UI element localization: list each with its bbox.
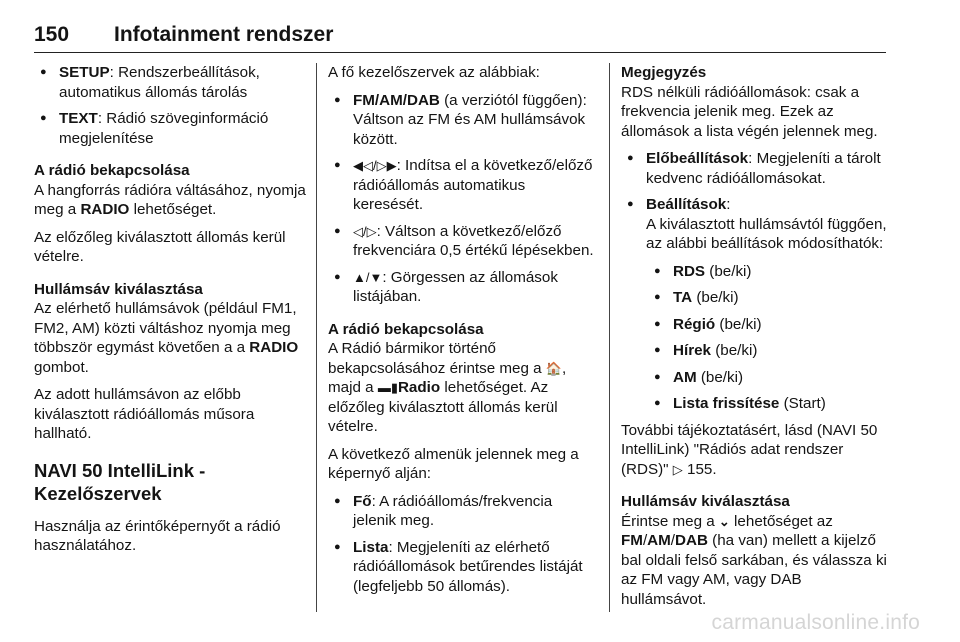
column-3 <box>621 63 889 617</box>
sub-list-item: ● TA (be/ki) <box>648 288 889 308</box>
seek-arrows-icon: ◀◁/▷▶ <box>353 158 397 173</box>
list-item-step: ● ◁/▷: Váltson a következő/előző frekvenciára 0,5 értékű lépésekben. <box>328 222 598 261</box>
list-item-band: ● FM/AM/DAB (a verziótól függően): Váltson az FM és AM hullámsávok között. <box>328 91 598 150</box>
subheading-radio-on: A rádió bekapcsolása <box>34 162 190 179</box>
list-item-presets: ● Előbeállítások: Megjeleníti a tárolt kedvenc rádióállomásokat. <box>621 149 889 188</box>
term: SETUP <box>59 64 110 81</box>
note-text: RDS nélküli rádióállomások: csak a frekvencia jelenik meg. Ezek az állomások a lista végén jelennek meg. <box>621 83 878 140</box>
term: TEXT <box>59 110 98 127</box>
paragraph: A kiválasztott hullámsávtól függően, az alábbi beállítások módosíthatók: <box>646 215 887 252</box>
sub-list-item: ● AM (be/ki) <box>648 368 889 388</box>
paragraph: A fő kezelőszervek az alábbiak: <box>328 64 540 81</box>
home-icon: 🏠 <box>545 360 563 376</box>
step-arrows-icon: ◁/▷ <box>353 223 377 239</box>
definition: : Rádió szöveginformáció megjelenítése <box>59 110 269 147</box>
sub-list-item: ● Lista frissítése (Start) <box>648 394 889 414</box>
column-1 <box>34 63 306 564</box>
paragraph: A hangforrás rádióra váltásához, nyomja meg a RADIO lehetőséget. <box>34 181 306 218</box>
paragraph: Az előzőleg kiválasztott állomás kerül vételre. <box>34 228 286 265</box>
subheading-radio-on: A rádió bekapcsolása <box>328 320 484 338</box>
section-heading: NAVI 50 IntelliLink - Kezelőszervek <box>34 459 206 504</box>
paragraph: Az elérhető hullámsávok (például FM1, FM2, AM) közti váltáshoz nyomja meg többször egymást követően a a RADIO gombot. <box>34 300 299 376</box>
definition: : Rendszerbeállítások, automatikus állomás tárolás <box>59 64 260 101</box>
list-item-seek: ● ◀◁/▷▶: Indítsa el a következő/előző rádióállomás automatikus keresését. <box>328 156 598 215</box>
up-down-arrows-icon: ▲/▼ <box>353 269 383 285</box>
page-number: 150 <box>34 23 70 46</box>
watermark: carmanualsonline.info <box>711 611 920 634</box>
paragraph: Az adott hullámsávon az előbb kiválasztott rádióállomás műsora hallható. <box>34 386 255 442</box>
chevron-down-icon: ⌄ <box>718 513 730 529</box>
list-item-list: ● Lista: Megjeleníti az elérhető rádióállomások betűrendes listáját (legfeljebb 50 állomás). <box>328 538 598 597</box>
subheading-band: Hullámsáv kiválasztása <box>621 493 790 510</box>
list-item-main: ● Fő: A rádióállomás/frekvencia jelenik meg. <box>328 492 598 531</box>
column-2 <box>328 63 598 603</box>
sub-list-item: ● RDS (be/ki) <box>648 262 889 282</box>
radio-icon: ▬▮ <box>377 380 398 395</box>
column-divider <box>316 63 317 612</box>
page-title: Infotainment rendszer <box>114 23 334 46</box>
note-heading: Megjegyzés <box>621 64 707 81</box>
list-item-scroll: ● ▲/▼: Görgessen az állomások listájában. <box>328 268 598 307</box>
paragraph: A Rádió bármikor történő bekapcsolásához érintse meg a 🏠, majd a ▬▮Radio lehetőséget. Az előzőleg kiválasztott állomás kerül vételre. <box>328 340 567 435</box>
subheading-band: Hullámsáv kiválasztása <box>34 280 203 298</box>
list-item-settings: ● Beállítások: <box>621 195 889 215</box>
sub-list-item: ● Hírek (be/ki) <box>648 341 889 361</box>
page-header <box>34 18 886 53</box>
paragraph: További tájékoztatásért, lásd (NAVI 50 IntelliLink) "Rádiós adat rendszer (RDS)" ▷ 155. <box>621 421 878 478</box>
paragraph: Használja az érintőképernyőt a rádió használatához. <box>34 517 281 554</box>
list-item-text <box>34 109 306 148</box>
list-item-setup <box>34 63 306 102</box>
paragraph: A következő almenük jelennek meg a képernyő alján: <box>328 445 579 482</box>
paragraph: Érintse meg a ⌄ lehetőséget az FM/AM/DAB (ha van) mellett a kijelző bal oldali felső sarkában, és válassza ki az FM vagy AM, vagy DAB hullámsávot. <box>621 512 887 608</box>
column-divider <box>609 63 610 612</box>
page-reference-icon: ▷ <box>672 461 683 477</box>
sub-list-item: ● Régió (be/ki) <box>648 315 889 335</box>
